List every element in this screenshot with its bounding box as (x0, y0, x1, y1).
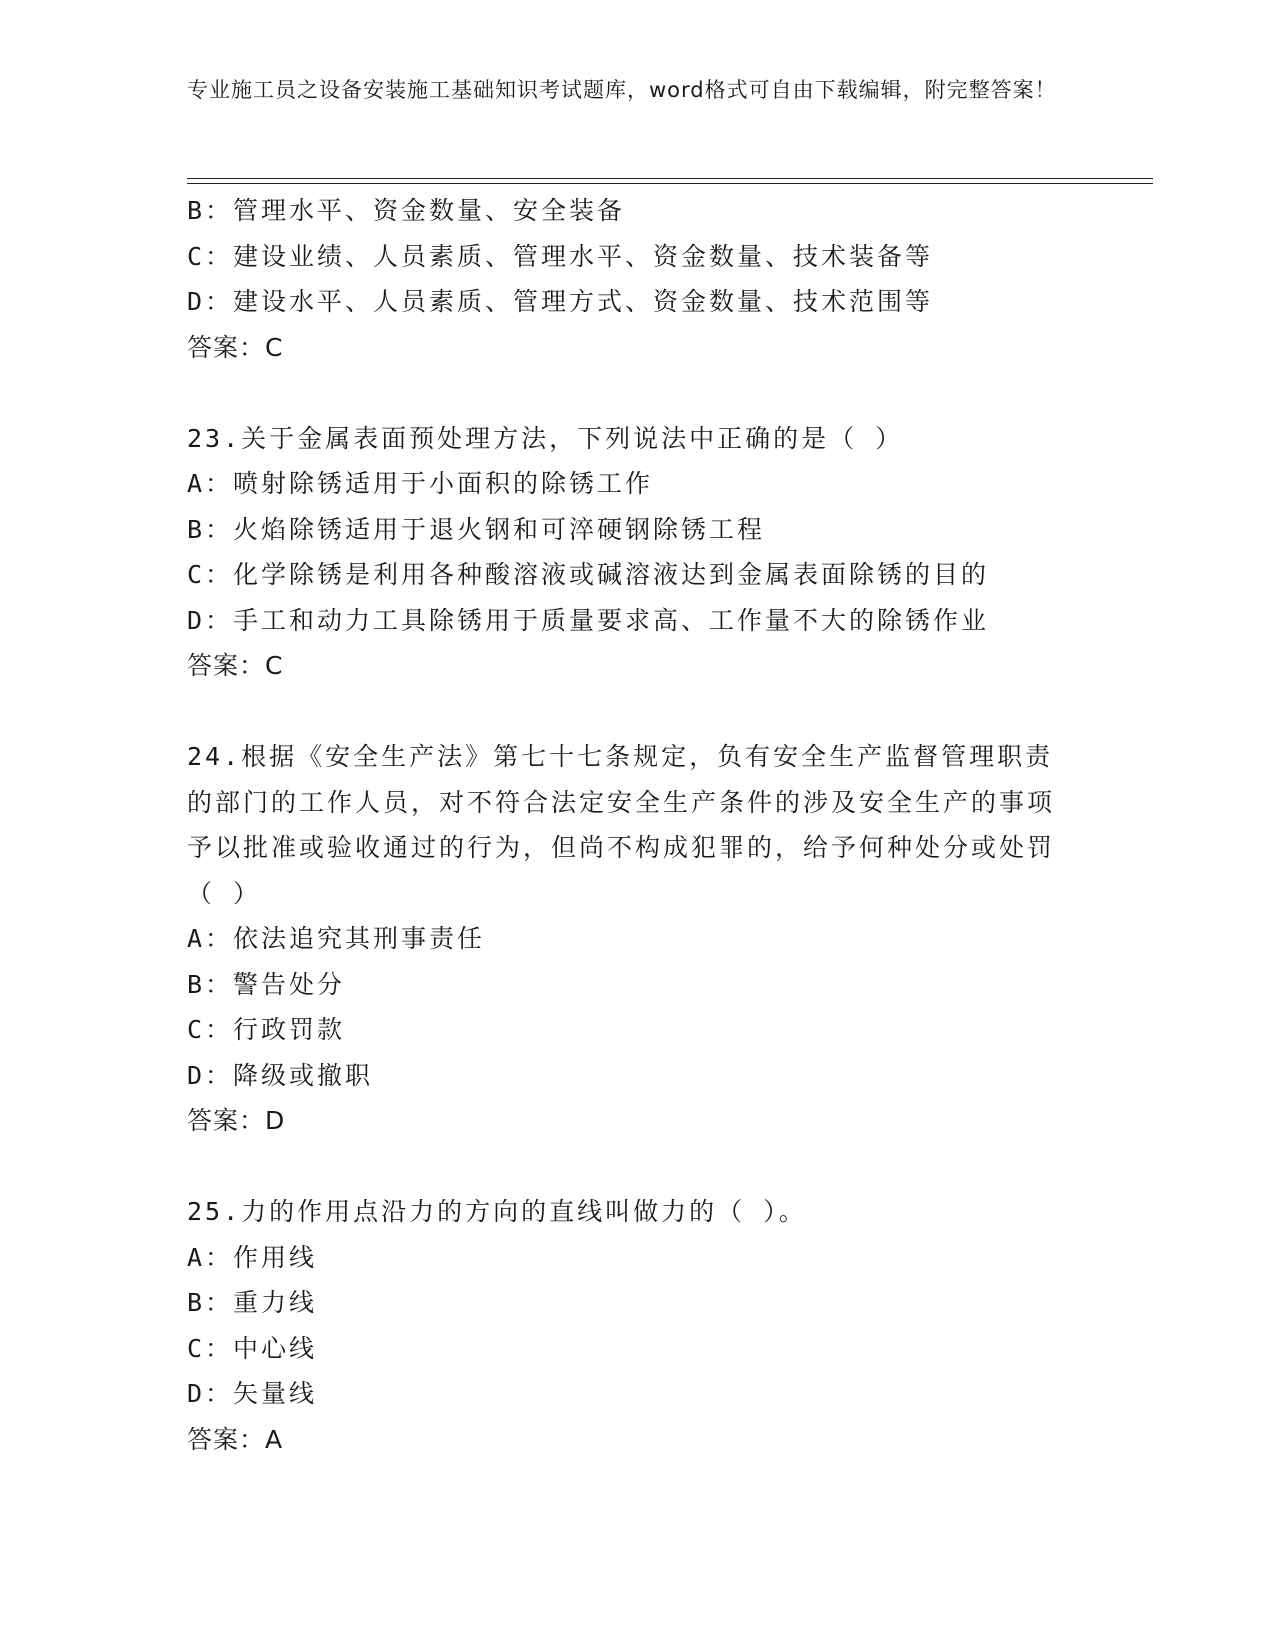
option-a: A：喷射除锈适用于小面积的除锈工作 (187, 469, 654, 498)
option-d: D：建设水平、人员素质、管理方式、资金数量、技术范围等 (187, 287, 934, 316)
document-header-title: 专业施工员之设备安装施工基础知识考试题库，word格式可自由下载编辑，附完整答案！ (187, 78, 1057, 102)
prev-question-block (187, 188, 1087, 370)
question-stem: 25.力的作用点沿力的方向的直线叫做力的（ ）。 (187, 1197, 807, 1226)
spacer (187, 1144, 1087, 1190)
option-b: B：管理水平、资金数量、安全装备 (187, 196, 626, 225)
spacer (187, 370, 1087, 416)
answer-line: 答案：A (187, 1424, 284, 1454)
question-25 (187, 1189, 1087, 1462)
option-d: D：手工和动力工具除锈用于质量要求高、工作量不大的除锈作业 (187, 605, 990, 635)
answer-line: 答案：C (187, 332, 284, 362)
option-a: A：依法追究其刑事责任 (187, 924, 486, 953)
option-d: D：降级或撤职 (187, 1060, 374, 1090)
answer-line: 答案：D (187, 1106, 286, 1135)
option-b: B：警告处分 (187, 969, 346, 999)
option-b: B：火焰除锈适用于退火钢和可淬硬钢除锈工程 (187, 514, 766, 544)
question-23 (187, 416, 1087, 689)
option-b: B：重力线 (187, 1288, 318, 1317)
question-stem: 23.关于金属表面预处理方法，下列说法中正确的是（ ） (187, 423, 904, 453)
question-24 (187, 734, 1087, 1144)
question-content (187, 188, 1087, 1462)
header-divider-bottom (187, 183, 1153, 184)
spacer (187, 689, 1087, 735)
option-c: C：中心线 (187, 1333, 318, 1363)
question-stem: 24.根据《安全生产法》第七十七条规定，负有安全生产监督管理职责的部门的工作人员，对不符合法定安全生产条件的涉及安全生产的事项予以批准或验收通过的行为，但尚不构成犯罪的，给予何种处分或处罚（ ） (187, 742, 1056, 908)
header-divider-top (187, 178, 1153, 179)
option-c: C：化学除锈是利用各种酸溶液或碱溶液达到金属表面除锈的目的 (187, 560, 990, 589)
option-c: C：行政罚款 (187, 1015, 346, 1044)
answer-line: 答案：C (187, 651, 284, 680)
option-d: D：矢量线 (187, 1379, 318, 1408)
option-a: A：作用线 (187, 1242, 318, 1272)
option-c: C：建设业绩、人员素质、管理水平、资金数量、技术装备等 (187, 241, 934, 271)
